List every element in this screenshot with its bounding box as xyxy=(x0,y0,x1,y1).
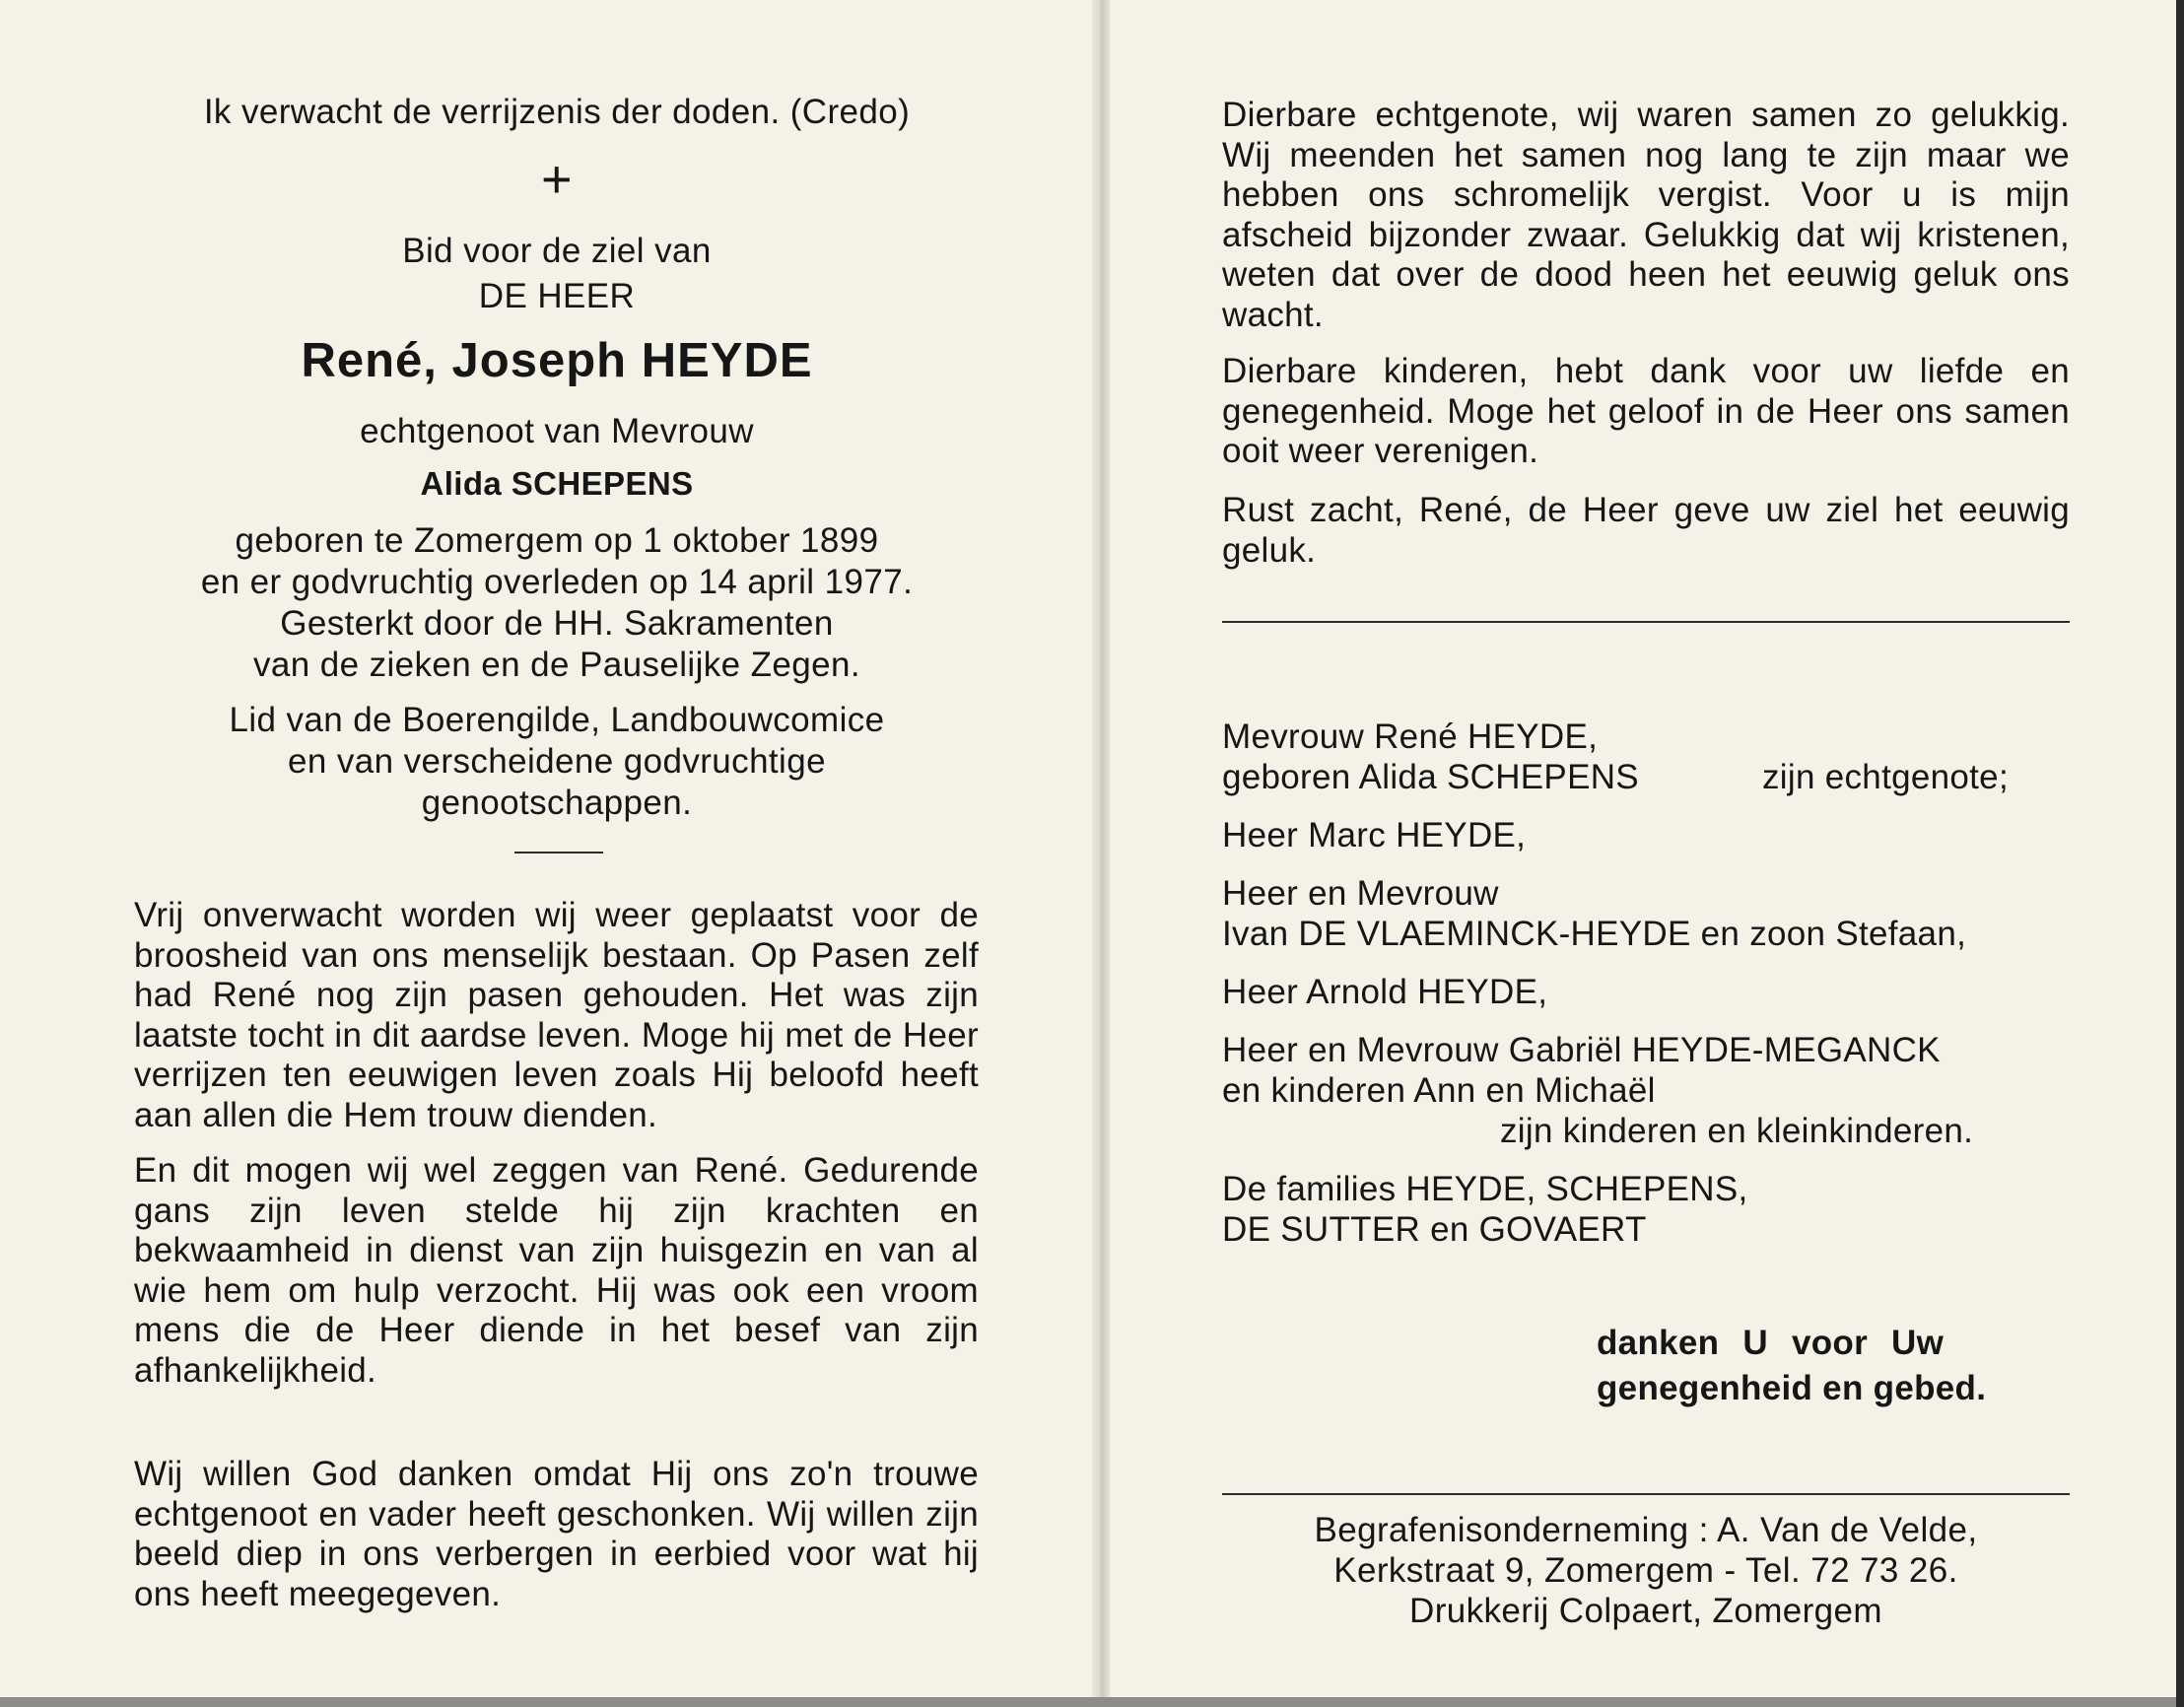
spouse-intro: echtgenoot van Mevrouw xyxy=(360,412,754,450)
detail-line: en er godvruchtig overleden op 14 april 1977. xyxy=(200,563,914,601)
divider xyxy=(1222,1493,2070,1495)
paragraph: Dierbare echtgenote, wij waren samen zo gelukkig. Wij meenden het samen nog lang te zijn maar we hebben ons schromelijk vergist. Voor u is mijn afscheid bijzonder zwaar. Gelukkig dat wij kristenen, weten dat over de dood heen het eeuwig geluk ons wacht. xyxy=(1222,96,2070,334)
family-line: Mevrouw René HEYDE, xyxy=(1222,717,1599,756)
thanks-line: genegenheid en gebed. xyxy=(1597,1369,1987,1407)
membership-line: en van verscheidene godvruchtige xyxy=(288,742,826,781)
family-line: Heer en Mevrouw xyxy=(1222,874,1499,913)
detail-line: van de zieken en de Pauselijke Zegen. xyxy=(252,646,861,684)
membership-line: genootschappen. xyxy=(421,784,693,822)
paragraph: Vrij onverwacht worden wij weer geplaatst voor de broosheid van ons menselijk bestaan. Op Pasen zelf had René nog zijn pasen gehouden. Het was zijn laatste tocht in dit aardse leven. Moge hij met de Heer verrijzen ten eeuwigen leven zoals Hij beloofd heeft aan allen die Hem trouw dienden. xyxy=(134,896,979,1134)
de-heer-label: DE HEER xyxy=(478,277,636,315)
family-line: Heer Arnold HEYDE, xyxy=(1222,973,1548,1011)
footer-line: Kerkstraat 9, Zomergem - Tel. 72 73 26. xyxy=(1333,1551,1958,1590)
family-list xyxy=(1222,717,2070,1250)
spouse-name: Alida SCHEPENS xyxy=(420,465,694,502)
thanks xyxy=(1597,1321,2050,1411)
family-line: geboren Alida SCHEPENS xyxy=(1222,758,1639,796)
paragraph: Dierbare kinderen, hebt dank voor uw liefde en genegenheid. Moge het geloof in de Heer ons samen ooit weer verenigen. xyxy=(1222,352,2070,470)
deceased-name: René, Joseph HEYDE xyxy=(301,334,813,387)
detail-line: geboren te Zomergem op 1 oktober 1899 xyxy=(235,521,879,560)
membership-line: Lid van de Boerengilde, Landbouwcomice xyxy=(229,701,885,739)
thanks-line: danken U voor Uw xyxy=(1597,1324,1945,1362)
family-line: De families HEYDE, SCHEPENS, xyxy=(1222,1170,1748,1208)
divider xyxy=(1222,621,2070,623)
family-line: Heer Marc HEYDE, xyxy=(1222,816,1527,854)
credo-quote: Ik verwacht de verrijzenis der doden. (Credo) xyxy=(203,93,911,131)
footer-line: Begrafenisonderneming : A. Van de Velde, xyxy=(1314,1511,1978,1549)
family-line: Ivan DE VLAEMINCK-HEYDE en zoon Stefaan, xyxy=(1222,915,1967,953)
prayer-intro: Bid voor de ziel van xyxy=(402,232,712,270)
family-role: zijn kinderen en kleinkinderen. xyxy=(1500,1112,1974,1150)
card-fold xyxy=(1092,0,1110,1697)
footer xyxy=(1222,1510,2070,1631)
family-role: zijn echtgenote; xyxy=(1762,758,2009,796)
divider xyxy=(514,852,603,854)
paragraph: Wij willen God danken omdat Hij ons zo'n trouwe echtgenoot en vader heeft geschonken. Wij willen zijn beeld diep in ons verbergen in eerbied voor wat hij ons heeft meegegeven. xyxy=(134,1455,979,1613)
life-details xyxy=(128,520,986,686)
family-line: DE SUTTER en GOVAERT xyxy=(1222,1210,1647,1249)
membership xyxy=(128,700,986,824)
family-line: Heer en Mevrouw Gabriël HEYDE-MEGANCK xyxy=(1222,1031,1941,1069)
cross-symbol: + xyxy=(541,150,573,209)
paragraph: En dit mogen wij wel zeggen van René. Gedurende gans zijn leven stelde hij zijn krachten en bekwaamheid in dienst van zijn huisgezin en van al wie hem om hulp verzocht. Hij was ook een vroom mens die de Heer diende in het besef van zijn afhankelijkheid. xyxy=(134,1151,979,1390)
paragraph: Rust zacht, René, de Heer geve uw ziel het eeuwig geluk. xyxy=(1222,491,2070,570)
family-line: en kinderen Ann en Michaël xyxy=(1222,1071,1656,1110)
footer-line: Drukkerij Colpaert, Zomergem xyxy=(1409,1592,1882,1630)
card-edge xyxy=(2176,0,2184,1707)
detail-line: Gesterkt door de HH. Sakramenten xyxy=(280,604,834,643)
